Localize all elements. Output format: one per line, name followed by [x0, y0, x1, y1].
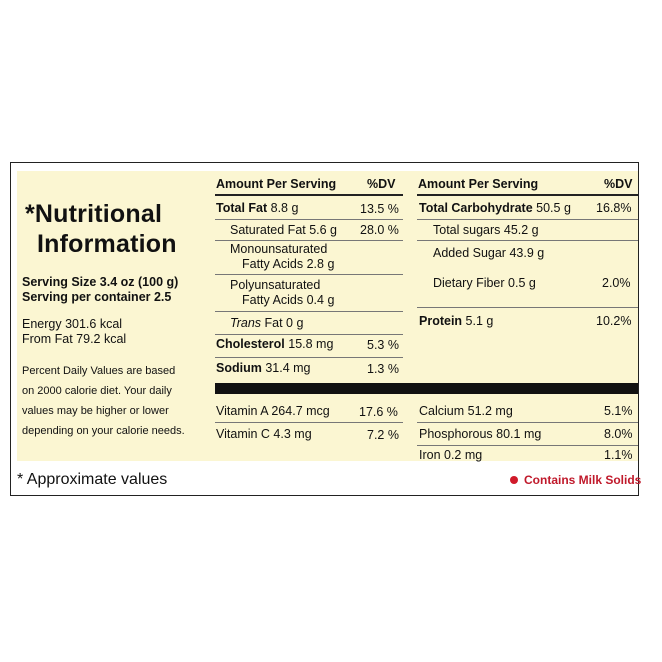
total-fat-value: 8.8 g [267, 201, 299, 215]
protein-dv: 10.2% [596, 314, 632, 328]
protein-row [419, 314, 493, 329]
header-dv-right: %DV [604, 177, 633, 191]
mono-fat-line-1: Monounsaturated [230, 242, 328, 256]
row-divider [215, 240, 403, 241]
header-rule-right [417, 194, 638, 196]
row-divider [215, 334, 403, 335]
row-divider [215, 219, 403, 220]
vitamin-separator-bar [215, 383, 638, 394]
row-divider [215, 357, 403, 358]
title-line-1: *Nutritional [25, 200, 163, 228]
saturated-fat-dv: 28.0 % [360, 223, 399, 237]
approximate-values-note: * Approximate values [17, 471, 168, 488]
row-divider [417, 445, 638, 446]
protein-label: Protein [419, 314, 463, 328]
vitamin-a: Vitamin A 264.7 mcg [216, 404, 330, 418]
phosphorous: Phosphorous 80.1 mg [419, 427, 542, 441]
serving-size: Serving Size 3.4 oz (100 g) [22, 275, 179, 289]
row-divider [215, 422, 403, 423]
protein-value: 5.1 g [462, 314, 494, 328]
vitamin-c: Vitamin C 4.3 mg [216, 427, 312, 441]
cholesterol-label: Cholesterol [216, 337, 285, 351]
header-dv-left: %DV [367, 177, 396, 191]
trans-fat-value: Fat 0 g [261, 316, 304, 330]
total-fat-label: Total Fat [216, 201, 268, 215]
calcium: Calcium 51.2 mg [419, 404, 513, 418]
servings-per-container: Serving per container 2.5 [22, 290, 172, 304]
poly-fat-line-1: Polyunsaturated [230, 278, 321, 292]
nutrition-label [10, 162, 642, 496]
row-divider [417, 219, 638, 220]
row-divider [417, 307, 638, 308]
trans-label: Trans [230, 316, 262, 330]
added-sugar: Added Sugar 43.9 g [433, 246, 545, 260]
phosphorous-dv: 8.0% [604, 427, 633, 441]
total-carb-row [419, 201, 571, 216]
vitamin-c-dv: 7.2 % [367, 428, 399, 442]
total-carb-dv: 16.8% [596, 201, 632, 215]
iron-dv: 1.1% [604, 448, 633, 462]
iron: Iron 0.2 mg [419, 448, 483, 462]
row-divider [215, 311, 403, 312]
nutrition-panel [17, 171, 638, 461]
saturated-fat: Saturated Fat 5.6 g [230, 223, 338, 237]
total-sugars: Total sugars 45.2 g [433, 223, 539, 237]
title-line-2: Information [37, 230, 177, 258]
mono-fat-line-2: Fatty Acids 2.8 g [242, 257, 335, 271]
dv-note-4: depending on your calorie needs. [22, 425, 185, 437]
row-divider [417, 422, 638, 423]
dietary-fiber: Dietary Fiber 0.5 g [433, 276, 536, 290]
header-amount-right: Amount Per Serving [418, 177, 539, 191]
trans-fat-row [230, 316, 303, 331]
cholesterol-value: 15.8 mg [284, 337, 334, 351]
cholesterol-row [216, 337, 333, 352]
row-divider [215, 274, 403, 275]
total-fat-row [216, 201, 298, 216]
sodium-value: 31.4 mg [261, 361, 311, 375]
dv-note-1: Percent Daily Values are based [22, 365, 176, 377]
header-amount-left: Amount Per Serving [216, 177, 337, 191]
total-carb-value: 50.5 g [532, 201, 571, 215]
row-divider [417, 240, 638, 241]
calcium-dv: 5.1% [604, 404, 633, 418]
sodium-label: Sodium [216, 361, 262, 375]
total-carb-label: Total Carbohydrate [419, 201, 533, 215]
header-rule-left [215, 194, 403, 196]
cholesterol-dv: 5.3 % [367, 338, 399, 352]
total-fat-dv: 13.5 % [360, 202, 399, 216]
from-fat: From Fat 79.2 kcal [22, 332, 127, 346]
dv-note-2: on 2000 calorie diet. Your daily [22, 385, 172, 397]
sodium-row [216, 361, 310, 376]
energy: Energy 301.6 kcal [22, 317, 123, 331]
poly-fat-line-2: Fatty Acids 0.4 g [242, 293, 335, 307]
sodium-dv: 1.3 % [367, 362, 399, 376]
vitamin-a-dv: 17.6 % [359, 405, 398, 419]
milk-solids-note: Contains Milk Solids [524, 473, 642, 487]
milk-solids-dot-icon [510, 476, 518, 484]
dietary-fiber-dv: 2.0% [602, 276, 631, 290]
dv-note-3: values may be higher or lower [22, 405, 169, 417]
